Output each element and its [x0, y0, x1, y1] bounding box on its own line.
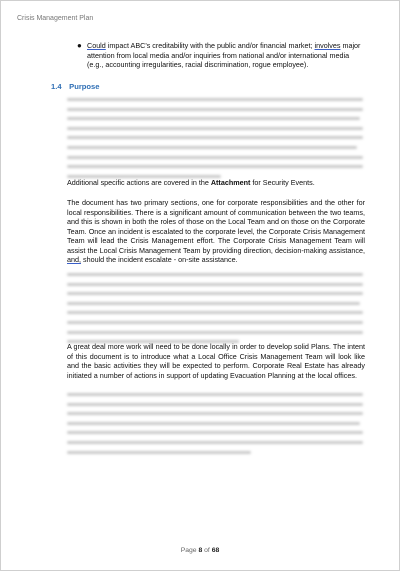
bullet-text-part-1: impact ABC's creditability with the public and/or financial market; — [105, 41, 315, 50]
flagged-word-involves: involves — [314, 41, 341, 50]
attachment-paragraph — [67, 178, 365, 188]
plans-paragraph: A great deal more work will need to be done locally in order to develop solid Plans. The intent of this document is to introduce what a Local Office Crisis Management Team will look like and the basic activities they will be expected to perform. Corporate Real Estate has already initiated a number of actions in support of updating Evacuation Planning at the local offices. — [67, 342, 365, 380]
flagged-word-could: Could — [87, 41, 106, 50]
total-page-count: 68 — [211, 547, 220, 554]
blurred-paragraph-2 — [67, 273, 363, 350]
section-title: Purpose — [69, 82, 100, 91]
attachment-bold-word: Attachment — [210, 178, 251, 187]
teams-text-part-2: should the incident escalate - on-site assistance. — [81, 255, 238, 264]
footer-prefix: Page — [180, 547, 199, 554]
bullet-item — [77, 41, 365, 70]
attachment-text-part-1: Additional specific actions are covered in the — [67, 178, 211, 187]
teams-text-part-1: The document has two primary sections, one for corporate responsibilities and the other for local responsibilities. There is a significant amount of communication between the two teams, and this is shown in both the roles of those on the Local Team and on those on the Corporate Team. Once an incident is escalated to the corporate level, the Corporate Crisis Management Team will lead the Crisis Management effort. The Corporate Crisis Management Team will assist the Local Crisis Management Team by providing direction, decision-making assistance, — [67, 198, 365, 255]
bullet-dot-icon: ● — [77, 41, 82, 50]
flagged-word-and: and, — [67, 255, 81, 264]
bullet-text-part-2: major attention from local media and/or inquiries from national and/or international media (e.g., accounting irregularities, racial discrimination, rogue employee). — [87, 41, 361, 70]
blurred-paragraph-1 — [67, 98, 363, 184]
running-header: Crisis Management Plan — [17, 15, 94, 22]
section-number: 1.4 — [51, 82, 62, 91]
page-footer — [1, 547, 399, 554]
blurred-paragraph-3 — [67, 393, 363, 460]
attachment-text-part-2: for Security Events. — [250, 178, 315, 187]
footer-middle: of — [202, 547, 212, 554]
current-page-number: 8 — [198, 547, 203, 554]
section-heading — [51, 82, 100, 91]
teams-paragraph — [67, 198, 365, 265]
